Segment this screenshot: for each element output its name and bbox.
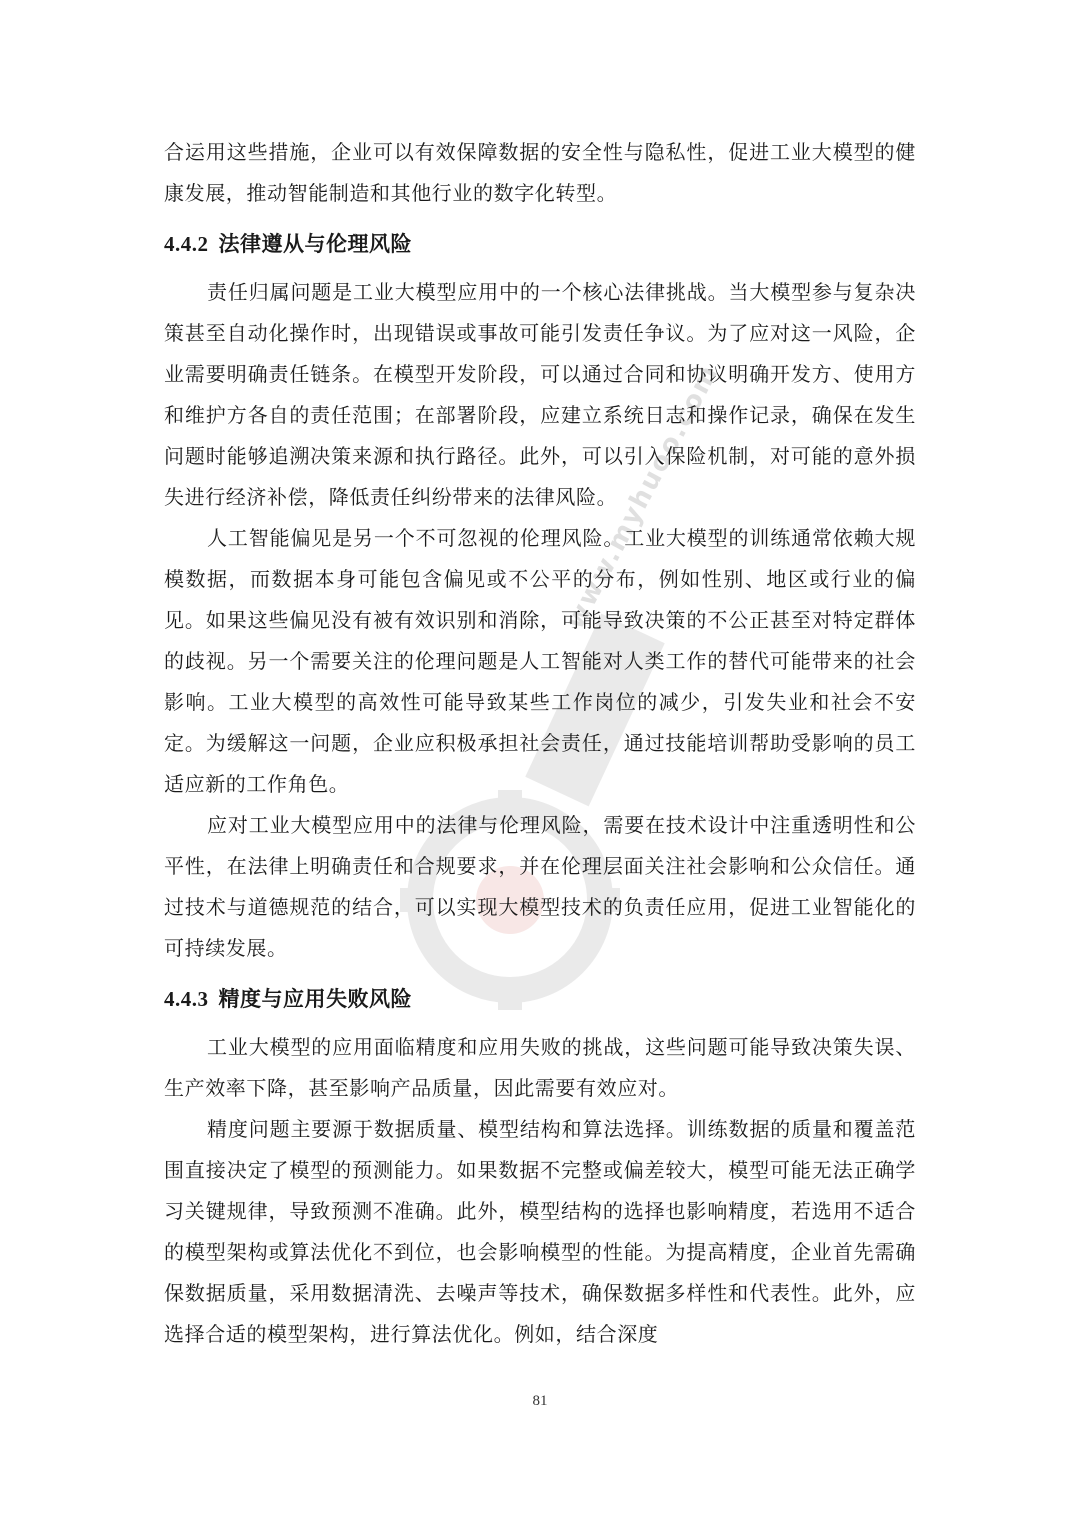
section-number: 4.4.2: [164, 232, 209, 256]
section-heading-4-4-3: [164, 977, 916, 1021]
paragraph: 责任归属问题是工业大模型应用中的一个核心法律挑战。当大模型参与复杂决策甚至自动化操作时，出现错误或事故可能引发责任争议。为了应对这一风险，企业需要明确责任链条。在模型开发阶段，可以通过合同和协议明确开发方、使用方和维护方各自的责任范围；在部署阶段，应建立系统日志和操作记录，确保在发生问题时能够追溯决策来源和执行路径。此外，可以引入保险机制，对可能的意外损失进行经济补偿，降低责任纠纷带来的法律风险。: [164, 280, 916, 509]
paragraph-continued: 合运用这些措施，企业可以有效保障数据的安全性与隐私性，促进工业大模型的健康发展，推动智能制造和其他行业的数字化转型。: [164, 140, 916, 205]
section-heading-4-4-2: [164, 222, 916, 266]
watermark-url: www.myhuoo.com: [560, 359, 726, 635]
section-title: 法律遵从与伦理风险: [218, 232, 412, 256]
paragraph: 工业大模型的应用面临精度和应用失败的挑战，这些问题可能导致决策失误、生产效率下降，甚至影响产品质量，因此需要有效应对。: [164, 1035, 916, 1100]
page-number: 81: [532, 1393, 548, 1409]
paragraph: 应对工业大模型应用中的法律与伦理风险，需要在技术设计中注重透明性和公平性，在法律上明确责任和合规要求，并在伦理层面关注社会影响和公众信任。通过技术与道德规范的结合，可以实现大模型技术的负责任应用，促进工业智能化的可持续发展。: [164, 813, 916, 960]
page-content: [164, 132, 916, 1355]
section-number: 4.4.3: [164, 987, 209, 1011]
paragraph: 人工智能偏见是另一个不可忽视的伦理风险。工业大模型的训练通常依赖大规模数据，而数据本身可能包含偏见或不公平的分布，例如性别、地区或行业的偏见。如果这些偏见没有被有效识别和消除，可能导致决策的不公正甚至对特定群体的歧视。另一个需要关注的伦理问题是人工智能对人类工作的替代可能带来的社会影响。工业大模型的高效性可能导致某些工作岗位的减少，引发失业和社会不安定。为缓解这一问题，企业应积极承担社会责任，通过技能培训帮助受影响的员工适应新的工作角色。: [164, 526, 916, 796]
section-title: 精度与应用失败风险: [218, 987, 412, 1011]
paragraph: 精度问题主要源于数据质量、模型结构和算法选择。训练数据的质量和覆盖范围直接决定了模型的预测能力。如果数据不完整或偏差较大，模型可能无法正确学习关键规律，导致预测不准确。此外，模型结构的选择也影响精度，若选用不适合的模型架构或算法优化不到位，也会影响模型的性能。为提高精度，企业首先需确保数据质量，采用数据清洗、去噪声等技术，确保数据多样性和代表性。此外，应选择合适的模型架构，进行算法优化。例如，结合深度: [164, 1117, 916, 1346]
